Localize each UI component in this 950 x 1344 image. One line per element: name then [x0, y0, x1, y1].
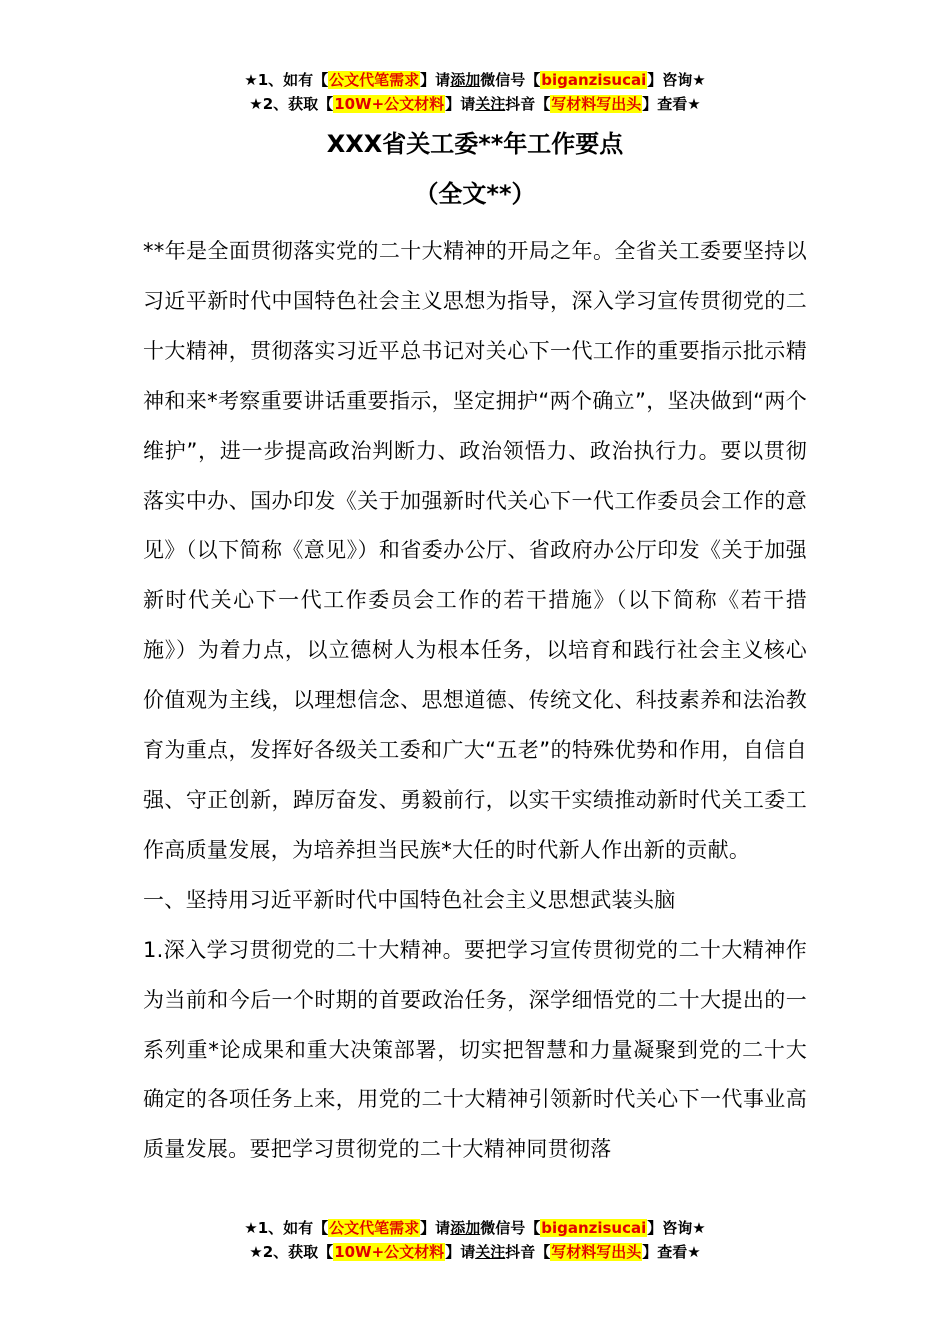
banner-text: 抖音【	[505, 95, 551, 113]
banner-text: 】查看★	[642, 1243, 701, 1261]
highlight-text: 10W+公文材料	[334, 95, 445, 113]
underlined-text: 添加	[450, 71, 481, 89]
banner-text: 】咨询★	[647, 71, 706, 89]
banner-line-2	[0, 92, 950, 116]
document-title: XXX省关工委**年工作要点	[326, 130, 624, 158]
wechat-id: biganzisucai	[541, 1219, 647, 1237]
banner-line-1	[0, 1216, 950, 1240]
intro-paragraph: **年是全面贯彻落实党的二十大精神的开局之年。全省关工委要坚持以习近平新时代中国特色社会主义思想为指导，深入学习宣传贯彻党的二十大精神，贯彻落实习近平总书记对关心下一代工作的重要指示批示精神和来*考察重要讲话重要指示，坚定拥护“两个确立”，坚决做到“两个维护”，进一步提高政治判断力、政治领悟力、政治执行力。要以贯彻落实中办、国办印发《关于加强新时代关心下一代工作委员会工作的意见》（以下简称《意见》）和省委办公厅、省政府办公厅印发《关于加强新时代关心下一代工作委员会工作的若干措施》（以下简称《若干措施》）为着力点，以立德树人为根本任务，以培育和践行社会主义核心价值观为主线，以理想信念、思想道德、传统文化、科技素养和法治教育为重点，发挥好各级关工委和广大“五老”的特殊优势和作用，自信自强、守正创新，踔厉奋发、勇毅前行，以实干实绩推动新时代关工委工作高质量发展，为培养担当民族*大任的时代新人作出新的贡献。	[143, 239, 807, 862]
footer-banner	[0, 1216, 950, 1264]
banner-text: 】咨询★	[647, 1219, 706, 1237]
banner-text: ★2、获取【	[249, 95, 334, 113]
banner-line-1	[0, 68, 950, 92]
highlight-text: 公文代笔需求	[329, 71, 420, 89]
underlined-text: 添加	[450, 1219, 481, 1237]
highlight-text: 10W+公文材料	[334, 1243, 445, 1261]
banner-text: ★1、如有【	[244, 71, 329, 89]
banner-text: 微信号【	[480, 71, 541, 89]
underlined-text: 关注	[475, 1243, 506, 1261]
banner-text: ★1、如有【	[244, 1219, 329, 1237]
highlight-text: 公文代笔需求	[329, 1219, 420, 1237]
banner-text: 】请	[420, 1219, 451, 1237]
banner-text: ★2、获取【	[249, 1243, 334, 1261]
header-banner	[0, 68, 950, 116]
document-body	[143, 227, 807, 1175]
body-paragraph: 1.深入学习贯彻党的二十大精神。要把学习宣传贯彻党的二十大精神作为当前和今后一个时期的首要政治任务，深学细悟党的二十大提出的一系列重*论成果和重大决策部署，切实把智慧和力量凝聚到党的二十大确定的各项任务上来，用党的二十大精神引领新时代关心下一代事业高质量发展。要把学习贯彻党的二十大精神同贯彻落	[143, 937, 807, 1162]
banner-text: 】请	[420, 71, 451, 89]
banner-text: 】请	[445, 95, 476, 113]
banner-text: 微信号【	[480, 1219, 541, 1237]
banner-line-2	[0, 1240, 950, 1264]
douyin-id: 写材料写出头	[551, 95, 642, 113]
section-heading: 一、坚持用习近平新时代中国特色社会主义思想武装头脑	[143, 887, 676, 912]
wechat-id: biganzisucai	[541, 71, 647, 89]
banner-text: 】请	[445, 1243, 476, 1261]
banner-text: 】查看★	[642, 95, 701, 113]
underlined-text: 关注	[475, 95, 506, 113]
banner-text: 抖音【	[505, 1243, 551, 1261]
douyin-id: 写材料写出头	[551, 1243, 642, 1261]
document-subtitle: （全文**）	[414, 180, 536, 208]
